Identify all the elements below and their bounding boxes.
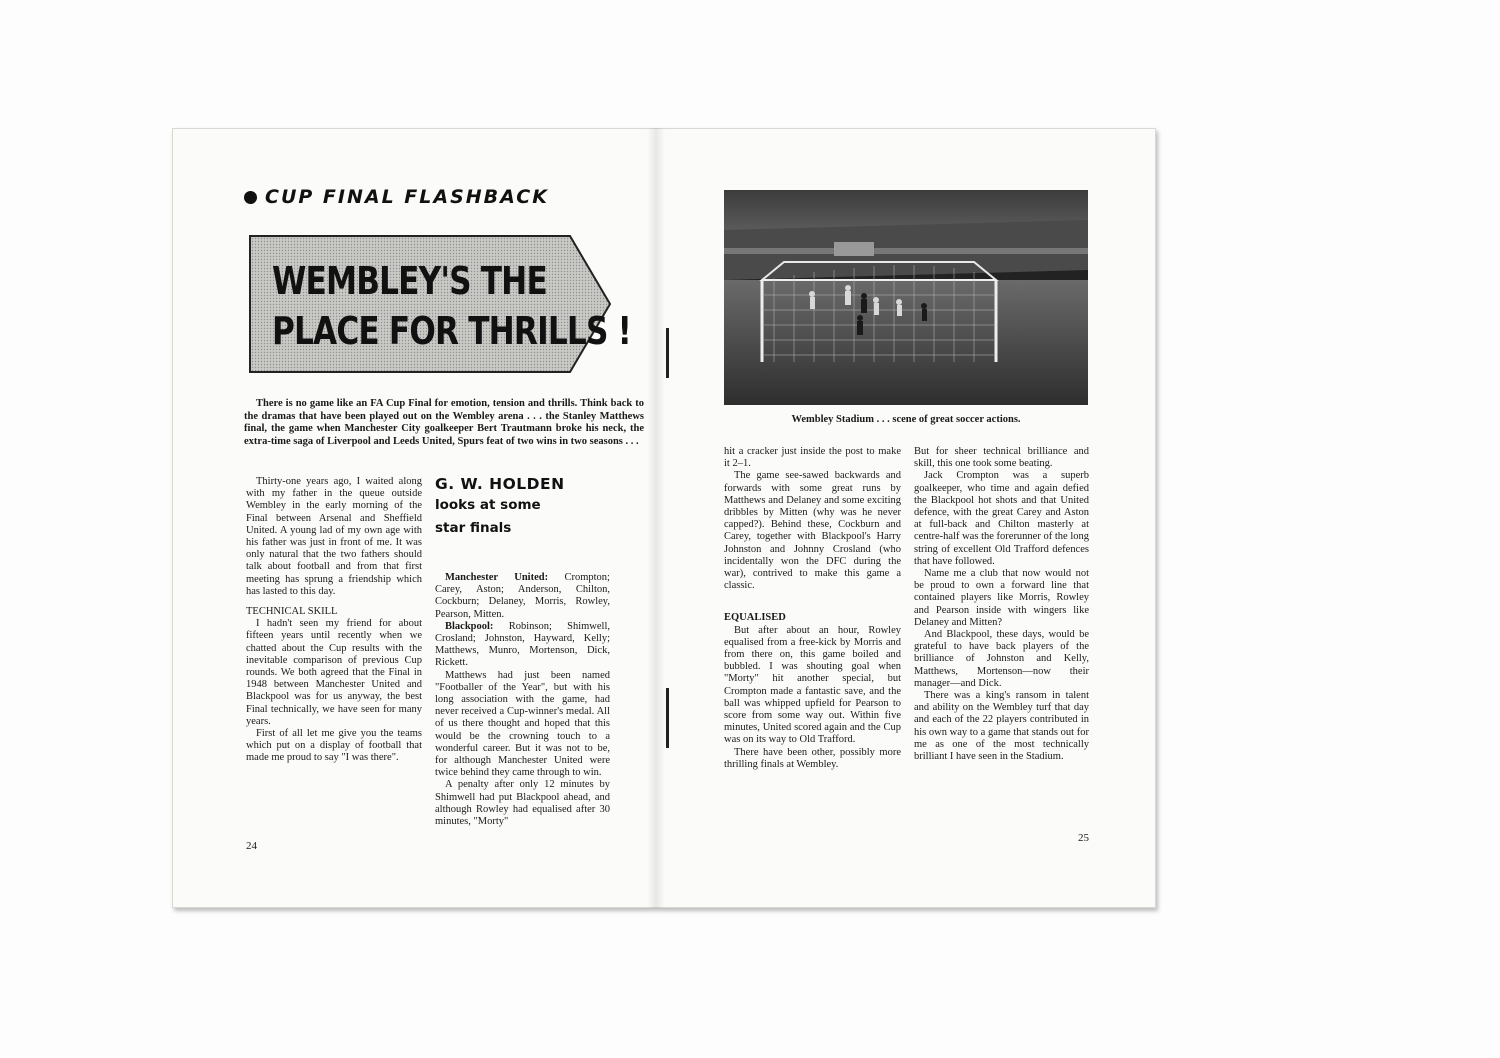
article-column-4 <box>914 446 1089 763</box>
section-kicker: CUP FINAL FLASHBACK <box>244 186 549 208</box>
paragraph: Matthews had just been named "Footballer of the Year", but with his long association with the game, had never received a Cup-winner's medal. All of us there thought and hoped that this would be the crowning touch to a wonderful career. But it was not to be, for although Manchester United were twice behind they came through to win. <box>435 669 610 779</box>
team-name: Blackpool: <box>445 620 494 632</box>
article-column-2 <box>435 572 610 828</box>
article-column-1 <box>246 476 422 765</box>
intro-standfirst: There is no game like an FA Cup Final for emotion, tension and thrills. Think back to the dramas that have been played out on the Wembley arena . . . the Stanley Matthews final, the game when Manchester City goalkeeper Bert Trautmann broke his neck, the extra-time saga of Liverpool and Leeds United, Spurs feat of two wins in two seasons . . . <box>244 398 644 447</box>
staple-mark <box>666 688 669 748</box>
headline-line-2: PLACE FOR THRILLS ! <box>272 309 631 353</box>
paragraph: A penalty after only 12 minutes by Shimwell had put Blackpool ahead, and although Rowley had equalised after 30 minutes, "Morty" <box>435 779 610 828</box>
team-lineup <box>435 621 610 670</box>
magazine-spread <box>172 128 1156 908</box>
team-players: Robinson; Shimwell, Crosland; Johnston, Hayward, Kelly; Matthews, Munro, Mortenson, Dick, Rickett. <box>435 620 610 669</box>
bullet-icon <box>244 191 257 204</box>
page-number-right: 25 <box>1078 832 1089 844</box>
paragraph: Name me a club that now would not be proud to own a forward line that contained players like Morris, Rowley and Pearson inside with wingers like Delaney and Mitten? <box>914 568 1089 628</box>
paragraph: First of all let me give you the teams which put on a display of football that made me proud to say "I was there". <box>246 728 422 764</box>
subheading: TECHNICAL SKILL <box>246 606 338 618</box>
stadium-photo <box>724 190 1088 405</box>
paragraph: There was a king's ransom in talent and ability on the Wembley turf that day and each of the 22 players contributed in his own way to a game that stands out for me as one of the most technically brilliant I have seen in the Stadium. <box>914 690 1089 763</box>
spine-gutter <box>647 128 665 908</box>
byline <box>435 474 565 540</box>
headline-line-1: WEMBLEY'S THE <box>272 259 547 303</box>
team-players: Crompton; Carey, Aston; Anderson, Chilton, Cockburn; Delaney, Morris, Rowley, Pearson, Mitten. <box>435 572 610 620</box>
paragraph: hit a cracker just inside the post to make it 2–1. <box>724 446 901 470</box>
author-name: G. W. HOLDEN <box>435 475 565 493</box>
paragraph: Jack Crompton was a superb goalkeeper, who time and again defied the Blackpool hot shots and that United defence, with the great Carey and Aston at full-back and Chilton masterly at centre-half was the forerunner of the long string of excellent Old Trafford defences that have followed. <box>914 470 1089 567</box>
byline-line: star finals <box>435 520 512 536</box>
paragraph: I hadn't seen my friend for about fifteen years until recently when we chatted about the Cup results with the inevitable comparison of previous Cup rounds. We both agreed that the Final in 1948 between Manchester United and Blackpool was for us anyway, the best Final technically, we have seen for many years. <box>246 618 422 727</box>
paragraph: Thirty-one years ago, I waited along with my father in the queue outside Wembley in the early morning of the Final between Arsenal and Sheffield United. A young lad of my own age with his father was just in front of me. It was only natural that the two fathers should talk about football and from that first meeting has sprung a friendship which has lasted to this day. <box>246 476 422 597</box>
subheading: EQUALISED <box>724 612 786 624</box>
paragraph: The game see-sawed backwards and forwards with some great runs by Matthews and Delaney and some exciting dribbles by Mitten (why was he never capped?). Behind these, Cockburn and Carey, together with Blackpool's Harry Johnston and Johnny Crosland (who incidentally won the DFC during the war), contrived to make this game a classic. <box>724 470 901 592</box>
byline-line: looks at some <box>435 497 541 513</box>
paragraph: And Blackpool, these days, would be grateful to have back players of the brilliance of Johnston and Kelly, Matthews, Mortenson—now their manager—and Dick. <box>914 629 1089 689</box>
page-number-left: 24 <box>246 840 257 852</box>
paragraph: There have been other, possibly more thrilling finals at Wembley. <box>724 746 901 770</box>
headline <box>272 256 631 356</box>
paragraph: But for sheer technical brilliance and skill, this one took some beating. <box>914 446 1089 470</box>
article-column-3 <box>724 446 901 771</box>
staple-mark <box>666 328 669 378</box>
team-name: Manchester United: <box>445 572 549 583</box>
photo-caption: Wembley Stadium . . . scene of great soccer actions. <box>791 414 1021 425</box>
paragraph: But after about an hour, Rowley equalised from a free-kick by Morris and from there on, this game boiled and bubbled. I was shouting goal when "Morty" hit another special, but Crompton made a fantastic save, and the ball was whipped upfield for Pearson to score from some way out. Within five minutes, United scored again and the Cup was on its way to Old Trafford. <box>724 624 901 746</box>
team-lineup <box>435 572 610 621</box>
